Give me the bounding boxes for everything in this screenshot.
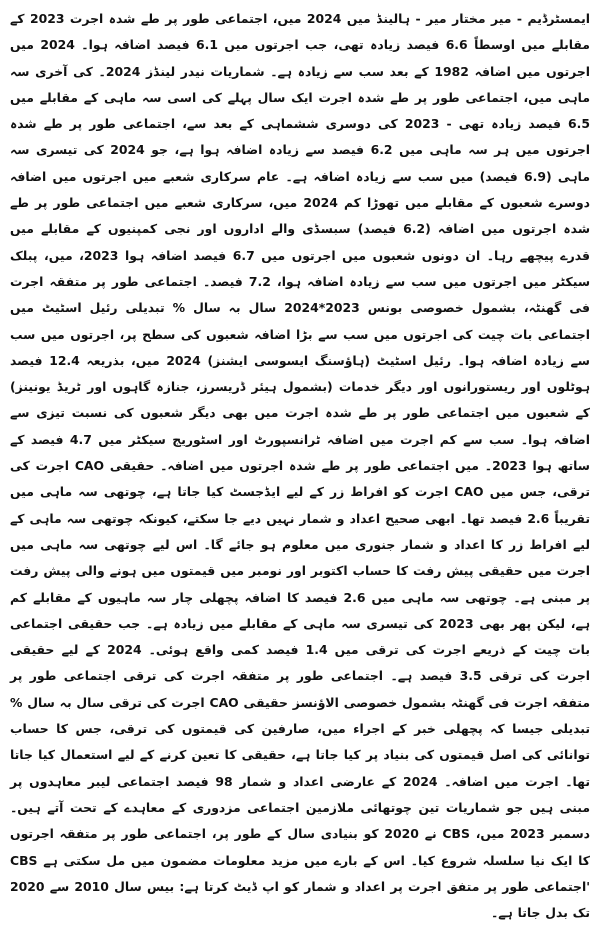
article-body: ایمسٹرڈیم - میر مختار میر - ہالینڈ میں 2024 میں، اجتماعی طور پر طے شدہ اجرت 2023 کے مقابلے میں اوسطاً 6.6 فیصد زیادہ تھی، جب اجرتوں میں 6.1 فیصد اضافہ ہوا۔ 2024 میں اجرتوں میں اضافہ 1982 کے بعد سب سے زیادہ ہے۔ شماریات نیدر لینڈز 2024۔ کی آخری سہ ماہی میں، اجتماعی طور پر طے شدہ اجرت ایک سال پہلے کی اسی سہ ماہی کے مقابلے میں 6.5 فیصد زیادہ تھی - 2023 کی دوسری ششماہی کے بعد سے، اجتماعی طور پر طے شدہ اجرتوں میں ہر سہ ماہی میں 6.2 فیصد سے زیادہ اضافہ ہوا ہے، جو 2024 کی تیسری سہ ماہی (6.9 فیصد) میں سب سے زیادہ اضافہ ہے۔ عام سرکاری شعبے میں اجرتوں میں اضافہ دوسرے شعبوں کے مقابلے میں تھوڑا کم 2024 میں، سرکاری شعبے میں اجتماعی طور پر طے شدہ اجرتوں میں اضافہ (6.2 فیصد) سبسڈی والے اداروں اور نجی کمپنیوں کے مقابلے میں قدرے پیچھے رہا۔ ان دونوں شعبوں میں اجرتوں میں 6.7 فیصد اضافہ ہوا 2023، میں، پبلک سیکٹر میں اجرتوں میں سب سے زیادہ اضافہ ہوا، 7.2 فیصد۔ اجتماعی طور پر متفقہ اجرت فی گھنٹہ، بشمول خصوصی بونس 2023*2024 سال بہ سال % تبدیلی رئیل اسٹیٹ میں اجتماعی بات چیت کی اجرتوں میں سب سے بڑا اضافہ شعبوں کی سطح پر، اجرتوں میں سب سے زیادہ اضافہ ہوا۔ رئیل اسٹیٹ (ہاؤسنگ ایسوسی ایشنز) 2024 میں، بذریعہ 12.4 فیصد ہوٹلوں اور ریستورانوں اور دیگر خدمات (بشمول ہیئر ڈریسرز، جنازہ گاہوں اور ٹریڈ یونینز) کے شعبوں میں اجتماعی طور پر طے شدہ اجرت میں بھی دیگر شعبوں کی نسبت تیزی سے اضافہ ہوا۔ سب سے کم اجرت میں اضافہ ٹرانسپورٹ اور اسٹوریج سیکٹر میں 4.7 فیصد کے ساتھ ہوا 2023۔ میں اجتماعی طور پر طے شدہ اجرتوں میں اضافہ۔ حقیقی CAO اجرت کی ترقی، جس میں CAO اجرت کو افراط زر کے لیے ایڈجسٹ کیا جاتا ہے، چوتھی سہ ماہی میں تقریباً 2.6 فیصد تھا۔ ابھی صحیح اعداد و شمار نہیں دیے جا سکتے، کیونکہ چوتھی سہ ماہی کے لیے افراط زر کا اعداد و شمار جنوری میں معلوم ہو جائے گا۔ اس لیے چوتھی سہ ماہی میں اجرت میں حقیقی پیش رفت کا حساب اکتوبر اور نومبر میں قیمتوں میں ہونے والی پیش رفت پر مبنی ہے۔ چوتھی سہ ماہی میں 2.6 فیصد کا اضافہ پچھلی چار سہ ماہیوں کے مقابلے کم ہے، لیکن پھر بھی 2023 کی تیسری سہ ماہی کے مقابلے میں زیادہ ہے۔ جب حقیقی اجتماعی بات چیت کے ذریعے اجرت کی ترقی میں 1.4 فیصد کمی واقع ہوئی۔ 2024 کے لیے حقیقی اجرت کی ترقی 3.5 فیصد ہے۔ اجتماعی طور پر متفقہ اجرت کی ترقی اجتماعی طور پر متفقہ اجرت فی گھنٹہ بشمول خصوصی الاؤنسز حقیقی CAO اجرت کی ترقی سال بہ سال % تبدیلی جیسا کہ پچھلی خبر کے اجراء میں، صارفین کی قیمتوں کی ترقی، جس کا حساب توانائی کی اصل قیمتوں کی بنیاد پر کیا جاتا ہے، حقیقی کا تعین کرنے کے لیے استعمال کیا جاتا تھا۔ اجرت میں اضافہ۔ 2024 کے عارضی اعداد و شمار 98 فیصد اجتماعی لیبر معاہدوں پر مبنی ہیں جو شماریات تین چوتھائی ملازمین اجتماعی مزدوری کے معاہدے کے تحت آتے ہیں۔ دسمبر 2023 میں، CBS نے 2020 کو بنیادی سال کے طور پر، اجتماعی طور پر متفقہ اجرتوں کا ایک نیا سلسلہ شروع کیا۔ اس کے بارے میں مزید معلومات مضمون میں مل سکتی ہے CBS 'اجتماعی طور پر متفق اجرت پر اعداد و شمار کو اپ ڈیٹ کرتا ہے: بیس سال 2010 سے 2020 تک بدل جاتا ہے۔ [10, 11, 591, 921]
